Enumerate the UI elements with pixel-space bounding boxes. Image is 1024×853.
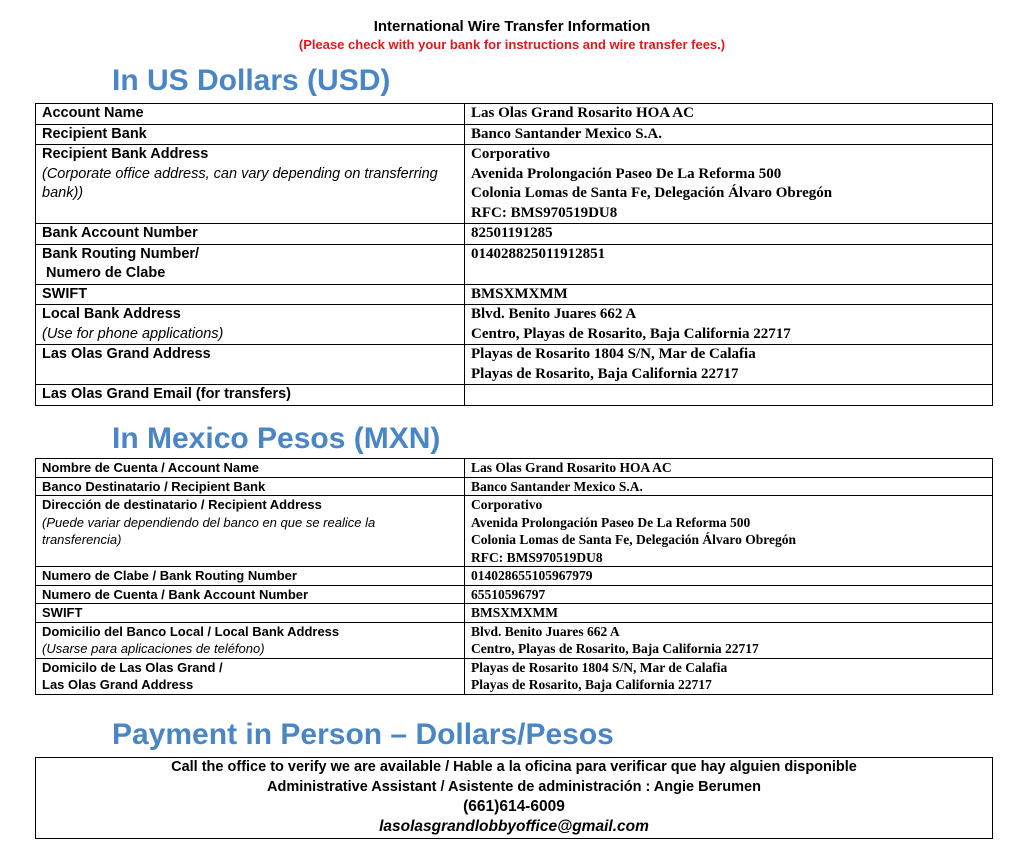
usd-row-value-cell: [465, 224, 993, 245]
row-label: Recipient Bank: [42, 125, 147, 142]
row-value-line: Banco Santander Mexico S.A.: [471, 478, 643, 494]
usd-section-heading: In US Dollars (USD): [112, 64, 391, 97]
mxn-table-row: [36, 496, 993, 567]
usd-row-value-cell: [465, 345, 993, 385]
in-person-section-heading: Payment in Person – Dollars/Pesos: [112, 718, 614, 751]
page-title: International Wire Transfer Information: [373, 18, 651, 35]
row-value-line: Centro, Playas de Rosarito, Baja California 22717: [471, 325, 791, 342]
office-email[interactable]: lasolasgrandlobbyoffice@gmail.com: [379, 817, 649, 835]
usd-row-label-cell: [36, 284, 465, 305]
row-value-line: BMSXMXMM: [471, 605, 558, 620]
row-label: Banco Destinatario / Recipient Bank: [42, 478, 266, 494]
row-value-line: 014028655105967979: [471, 568, 593, 583]
row-label: Domicilio del Banco Local / Local Bank Address: [42, 623, 340, 639]
row-value-line: Las Olas Grand Rosarito HOA AC: [471, 460, 672, 475]
usd-row-value-cell: [465, 145, 993, 224]
mxn-row-label-cell: [36, 459, 465, 478]
mxn-row-label-cell: [36, 496, 465, 567]
mxn-row-value-cell: [465, 459, 993, 478]
usd-table-row: [36, 104, 993, 125]
row-value-line: BMSXMXMM: [471, 285, 568, 302]
usd-info-table: [35, 103, 993, 406]
usd-row-label-cell: [36, 145, 465, 224]
mxn-info-table: [35, 458, 993, 695]
usd-table-row: [36, 224, 993, 245]
mxn-row-label-cell: [36, 658, 465, 694]
usd-row-label-cell: [36, 104, 465, 125]
row-value-line: Corporativo: [471, 146, 551, 162]
row-label: Domicilo de Las Olas Grand /: [42, 659, 223, 675]
usd-row-label-cell: [36, 244, 465, 284]
row-value-line: 65510596797: [471, 586, 546, 602]
row-note: (Use for phone applications): [42, 325, 224, 342]
row-label: Las Olas Grand Email (for transfers): [42, 386, 291, 402]
row-value-line: Corporativo: [471, 497, 543, 512]
row-value-line: Playas de Rosarito, Baja California 22717: [471, 365, 739, 382]
row-value-line: 014028825011912851: [471, 245, 606, 262]
row-value-line: Playas de Rosarito 1804 S/N, Mar de Calafia: [471, 346, 756, 362]
row-label: Dirección de destinatario / Recipient Address: [42, 497, 322, 512]
mxn-row-label-cell: [36, 477, 465, 496]
usd-row-value-cell: [465, 305, 993, 345]
mxn-row-value-cell: [465, 658, 993, 694]
mxn-table-row: [36, 459, 993, 478]
row-label: Numero de Cuenta / Bank Account Number: [42, 586, 309, 602]
mxn-row-label-cell: [36, 622, 465, 658]
row-label: Account Name: [42, 105, 144, 121]
row-value-line: Banco Santander Mexico S.A.: [471, 125, 662, 142]
row-value-line: RFC: BMS970519DU8: [471, 549, 603, 565]
usd-table-row: [36, 305, 993, 345]
row-value-line: 82501191285: [471, 225, 553, 241]
mxn-section-heading: In Mexico Pesos (MXN): [112, 422, 441, 455]
mxn-row-label-cell: [36, 585, 465, 604]
row-label-continued: Numero de Clabe: [42, 265, 166, 281]
row-label: Numero de Clabe / Bank Routing Number: [42, 568, 297, 583]
assistant-text: Administrative Assistant / Asistente de administración : Angie Berumen: [267, 778, 761, 795]
row-label: Recipient Bank Address: [42, 146, 209, 162]
mxn-row-value-cell: [465, 604, 993, 623]
row-value-line: Las Olas Grand Rosarito HOA AC: [471, 105, 694, 121]
usd-table-row: [36, 124, 993, 145]
row-value-line: Centro, Playas de Rosarito, Baja California 22717: [471, 641, 759, 656]
fees-warning: (Please check with your bank for instructions and wire transfer fees.): [298, 37, 726, 52]
mxn-table-row: [36, 604, 993, 623]
row-label: SWIFT: [42, 285, 88, 302]
mxn-row-value-cell: [465, 496, 993, 567]
row-label: SWIFT: [42, 605, 83, 620]
row-label: Las Olas Grand Address: [42, 346, 211, 362]
row-label: Bank Account Number: [42, 225, 198, 241]
usd-row-label-cell: [36, 385, 465, 406]
office-phone[interactable]: (661)614-6009: [463, 798, 565, 815]
row-value-line: RFC: BMS970519DU8: [471, 204, 618, 221]
mxn-row-value-cell: [465, 567, 993, 586]
usd-table-row: [36, 284, 993, 305]
mxn-table-row: [36, 585, 993, 604]
usd-row-value-cell: [465, 244, 993, 284]
usd-row-value-cell: [465, 124, 993, 145]
usd-row-label-cell: [36, 345, 465, 385]
row-value-line: Colonia Lomas de Santa Fe, Delegación Álvaro Obregón: [471, 532, 797, 547]
usd-table-row: [36, 385, 993, 406]
in-person-box: [35, 757, 993, 839]
usd-row-value-cell: [465, 385, 993, 406]
usd-row-label-cell: [36, 224, 465, 245]
call-office-text: Call the office to verify we are available / Hable a la oficina para verificar que hay alguien disponible: [171, 759, 857, 775]
row-value-line: Colonia Lomas de Santa Fe, Delegación Álvaro Obregón: [471, 185, 833, 201]
row-label-continued: Las Olas Grand Address: [42, 677, 194, 692]
usd-row-label-cell: [36, 124, 465, 145]
usd-table-row: [36, 345, 993, 385]
usd-row-label-cell: [36, 305, 465, 345]
usd-row-value-cell: [465, 284, 993, 305]
row-value-line: Playas de Rosarito 1804 S/N, Mar de Calafia: [471, 659, 728, 675]
row-value-line: Avenida Prolongación Paseo De La Reforma 500: [471, 165, 782, 182]
mxn-table-row: [36, 622, 993, 658]
mxn-row-value-cell: [465, 477, 993, 496]
usd-table-row: [36, 244, 993, 284]
mxn-row-label-cell: [36, 604, 465, 623]
mxn-row-value-cell: [465, 622, 993, 658]
row-label: Nombre de Cuenta / Account Name: [42, 460, 259, 475]
mxn-row-label-cell: [36, 567, 465, 586]
row-value-line: Blvd. Benito Juares 662 A: [471, 623, 620, 639]
row-label: Bank Routing Number/: [42, 245, 200, 262]
mxn-table-row: [36, 477, 993, 496]
mxn-table-row: [36, 567, 993, 586]
row-value-line: Avenida Prolongación Paseo De La Reforma 500: [471, 514, 751, 530]
row-label: Local Bank Address: [42, 306, 181, 322]
row-value-line: Blvd. Benito Juares 662 A: [471, 306, 637, 322]
row-note: (Corporate office address, can vary depending on transferring bank)): [42, 165, 438, 201]
row-note: (Puede variar dependiendo del banco en que se realice la transferencia): [42, 514, 376, 547]
row-note: (Usarse para aplicaciones de teléfono): [42, 641, 265, 656]
usd-row-value-cell: [465, 104, 993, 125]
row-value-line: Playas de Rosarito, Baja California 22717: [471, 677, 712, 692]
usd-table-row: [36, 145, 993, 224]
mxn-table-row: [36, 658, 993, 694]
mxn-row-value-cell: [465, 585, 993, 604]
